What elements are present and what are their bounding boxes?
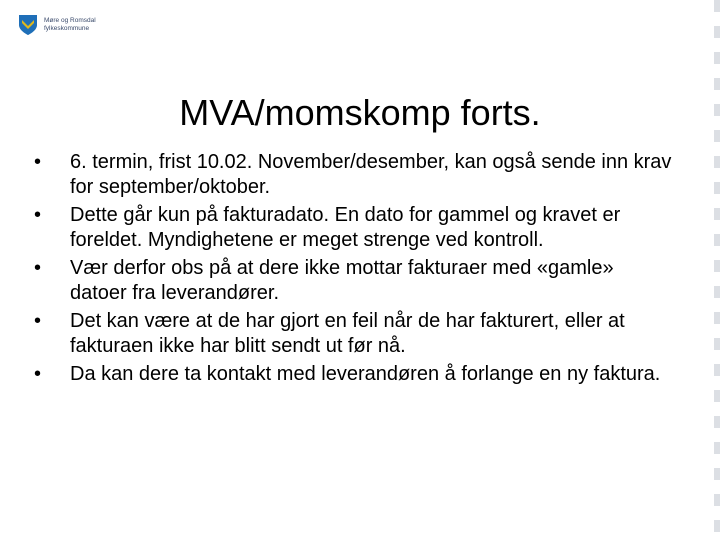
bullet-item (34, 150, 674, 199)
bullet-marker: • (34, 257, 42, 279)
bullet-marker: • (34, 151, 42, 173)
bullet-marker: • (34, 204, 42, 226)
bullet-marker: • (34, 363, 42, 385)
bullet-item (34, 203, 674, 252)
bullet-item (34, 256, 674, 305)
shield-icon (18, 14, 38, 36)
logo-wordmark (44, 17, 96, 33)
county-logo (18, 14, 96, 36)
bullet-text: 6. termin, frist 10.02. November/desember, kan også sende inn krav for september/oktober. (70, 151, 672, 198)
bullet-text: Dette går kun på fakturadato. En dato for gammel og kravet er foreldet. Myndighetene er meget strenge ved kontroll. (70, 204, 621, 251)
slide-edge-marks (714, 0, 720, 540)
bullet-text: Da kan dere ta kontakt med leverandøren å forlange en ny faktura. (70, 363, 661, 385)
bullet-item (34, 362, 674, 387)
bullet-item (34, 309, 674, 358)
bullet-text: Vær derfor obs på at dere ikke mottar fakturaer med «gamle» datoer fra leverandører. (70, 257, 614, 304)
bullet-text: Det kan være at de har gjort en feil når de har fakturert, eller at fakturaen ikke har blitt sendt ut før nå. (70, 310, 625, 357)
bullet-marker: • (34, 310, 42, 332)
slide-title: MVA/momskomp forts. (179, 92, 541, 134)
bullet-list (34, 150, 674, 391)
logo-line-1: Møre og Romsdal (44, 17, 96, 24)
logo-line-2: fylkeskommune (44, 25, 90, 32)
